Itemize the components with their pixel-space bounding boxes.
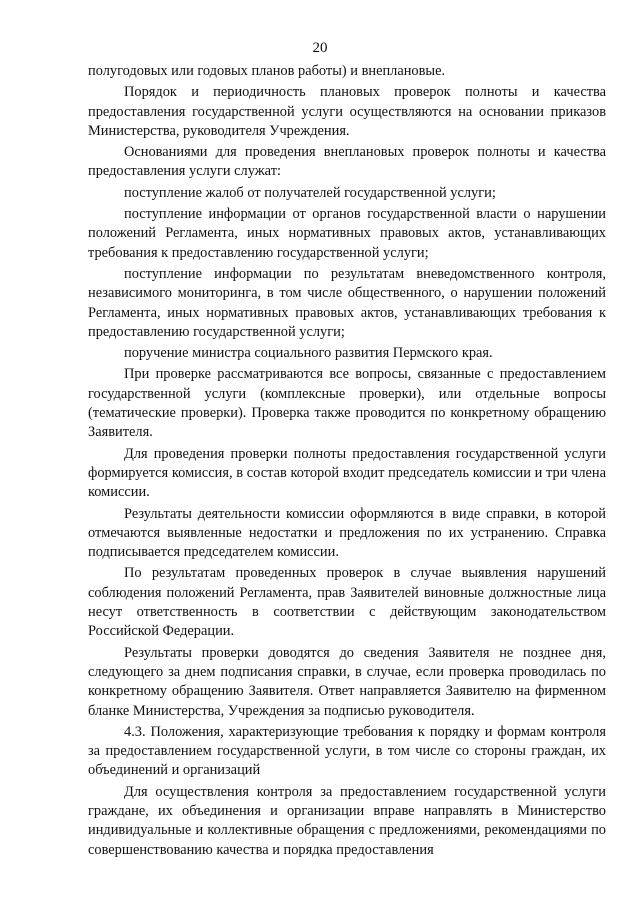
paragraph-plans-continuation: полугодовых или годовых планов работы) и внеплановые. — [88, 63, 446, 79]
paragraph-check-scope: При проверке рассматриваются все вопросы, связанные с предоставлением государственной услуги (комплексные проверки), или отдельные вопросы (тематические проверки). Проверка также проводится по конкретному обращению Заявителя. — [88, 366, 606, 441]
document-body — [88, 62, 606, 862]
page-number: 20 — [312, 40, 328, 56]
paragraph-notification: Результаты проверки доводятся до сведения Заявителя не позднее дня, следующего за днем подписания справки, в случае, если проверка проводилась по конкретному обращению Заявителя. Ответ направляется Заявителю на фирменном бланке Министерства, Учреждения за подписью руководителя. — [88, 644, 606, 719]
list-item-minister-order: поручение министра социального развития Пермского края. — [124, 345, 493, 362]
paragraph-commission: Для проведения проверки полноты предоставления государственной услуги формируется комиссия, в состав которой входит председатель комиссии и три члена комиссии. — [88, 445, 606, 501]
paragraph-responsibility: По результатам проведенных проверок в случае выявления нарушений соблюдения положений Регламента, прав Заявителей виновные должностные лица несут ответственность в соответствии с действующим законодательством Российской Федерации. — [88, 565, 606, 640]
paragraph-citizen-control: Для осуществления контроля за предоставлением государственной услуги граждане, их объединения и организации вправе направлять в Министерство индивидуальные и коллективные обращения с предложениями, рекомендациями по совершенствованию качества и порядка предоставления — [88, 783, 606, 858]
section-heading-4-3: 4.3. Положения, характеризующие требования к порядку и формам контроля за предоставлением государственной услуги, в том числе со стороны граждан, их объединений и организаций — [88, 723, 606, 779]
paragraph-unplanned-grounds: Основаниями для проведения внеплановых проверок полноты и качества предоставления услуги служат: — [88, 144, 606, 180]
paragraph-commission-results: Результаты деятельности комиссии оформляются в виде справки, в которой отмечаются выявленные недостатки и предложения по их устранению. Справка подписывается председателем комиссии. — [88, 505, 606, 561]
paragraph-planned-checks: Порядок и периодичность плановых проверок полноты и качества предоставления государственной услуги осуществляются на основании приказов Министерства, руководителя Учреждения. — [88, 84, 606, 139]
list-item-complaints: поступление жалоб от получателей государственной услуги; — [124, 184, 496, 201]
list-item-external-control: поступление информации по результатам вневедомственного контроля, независимого мониторинга, в том числе общественного, о нарушении положений Регламента, иных нормативных правовых актов, устанавливающих требования к предоставлению государственной услуги; — [88, 265, 606, 340]
list-item-authority-info: поступление информации от органов государственной власти о нарушении положений Регламента, иных нормативных правовых актов, устанавливающих требования к предоставлению государственной услуги; — [88, 206, 606, 261]
